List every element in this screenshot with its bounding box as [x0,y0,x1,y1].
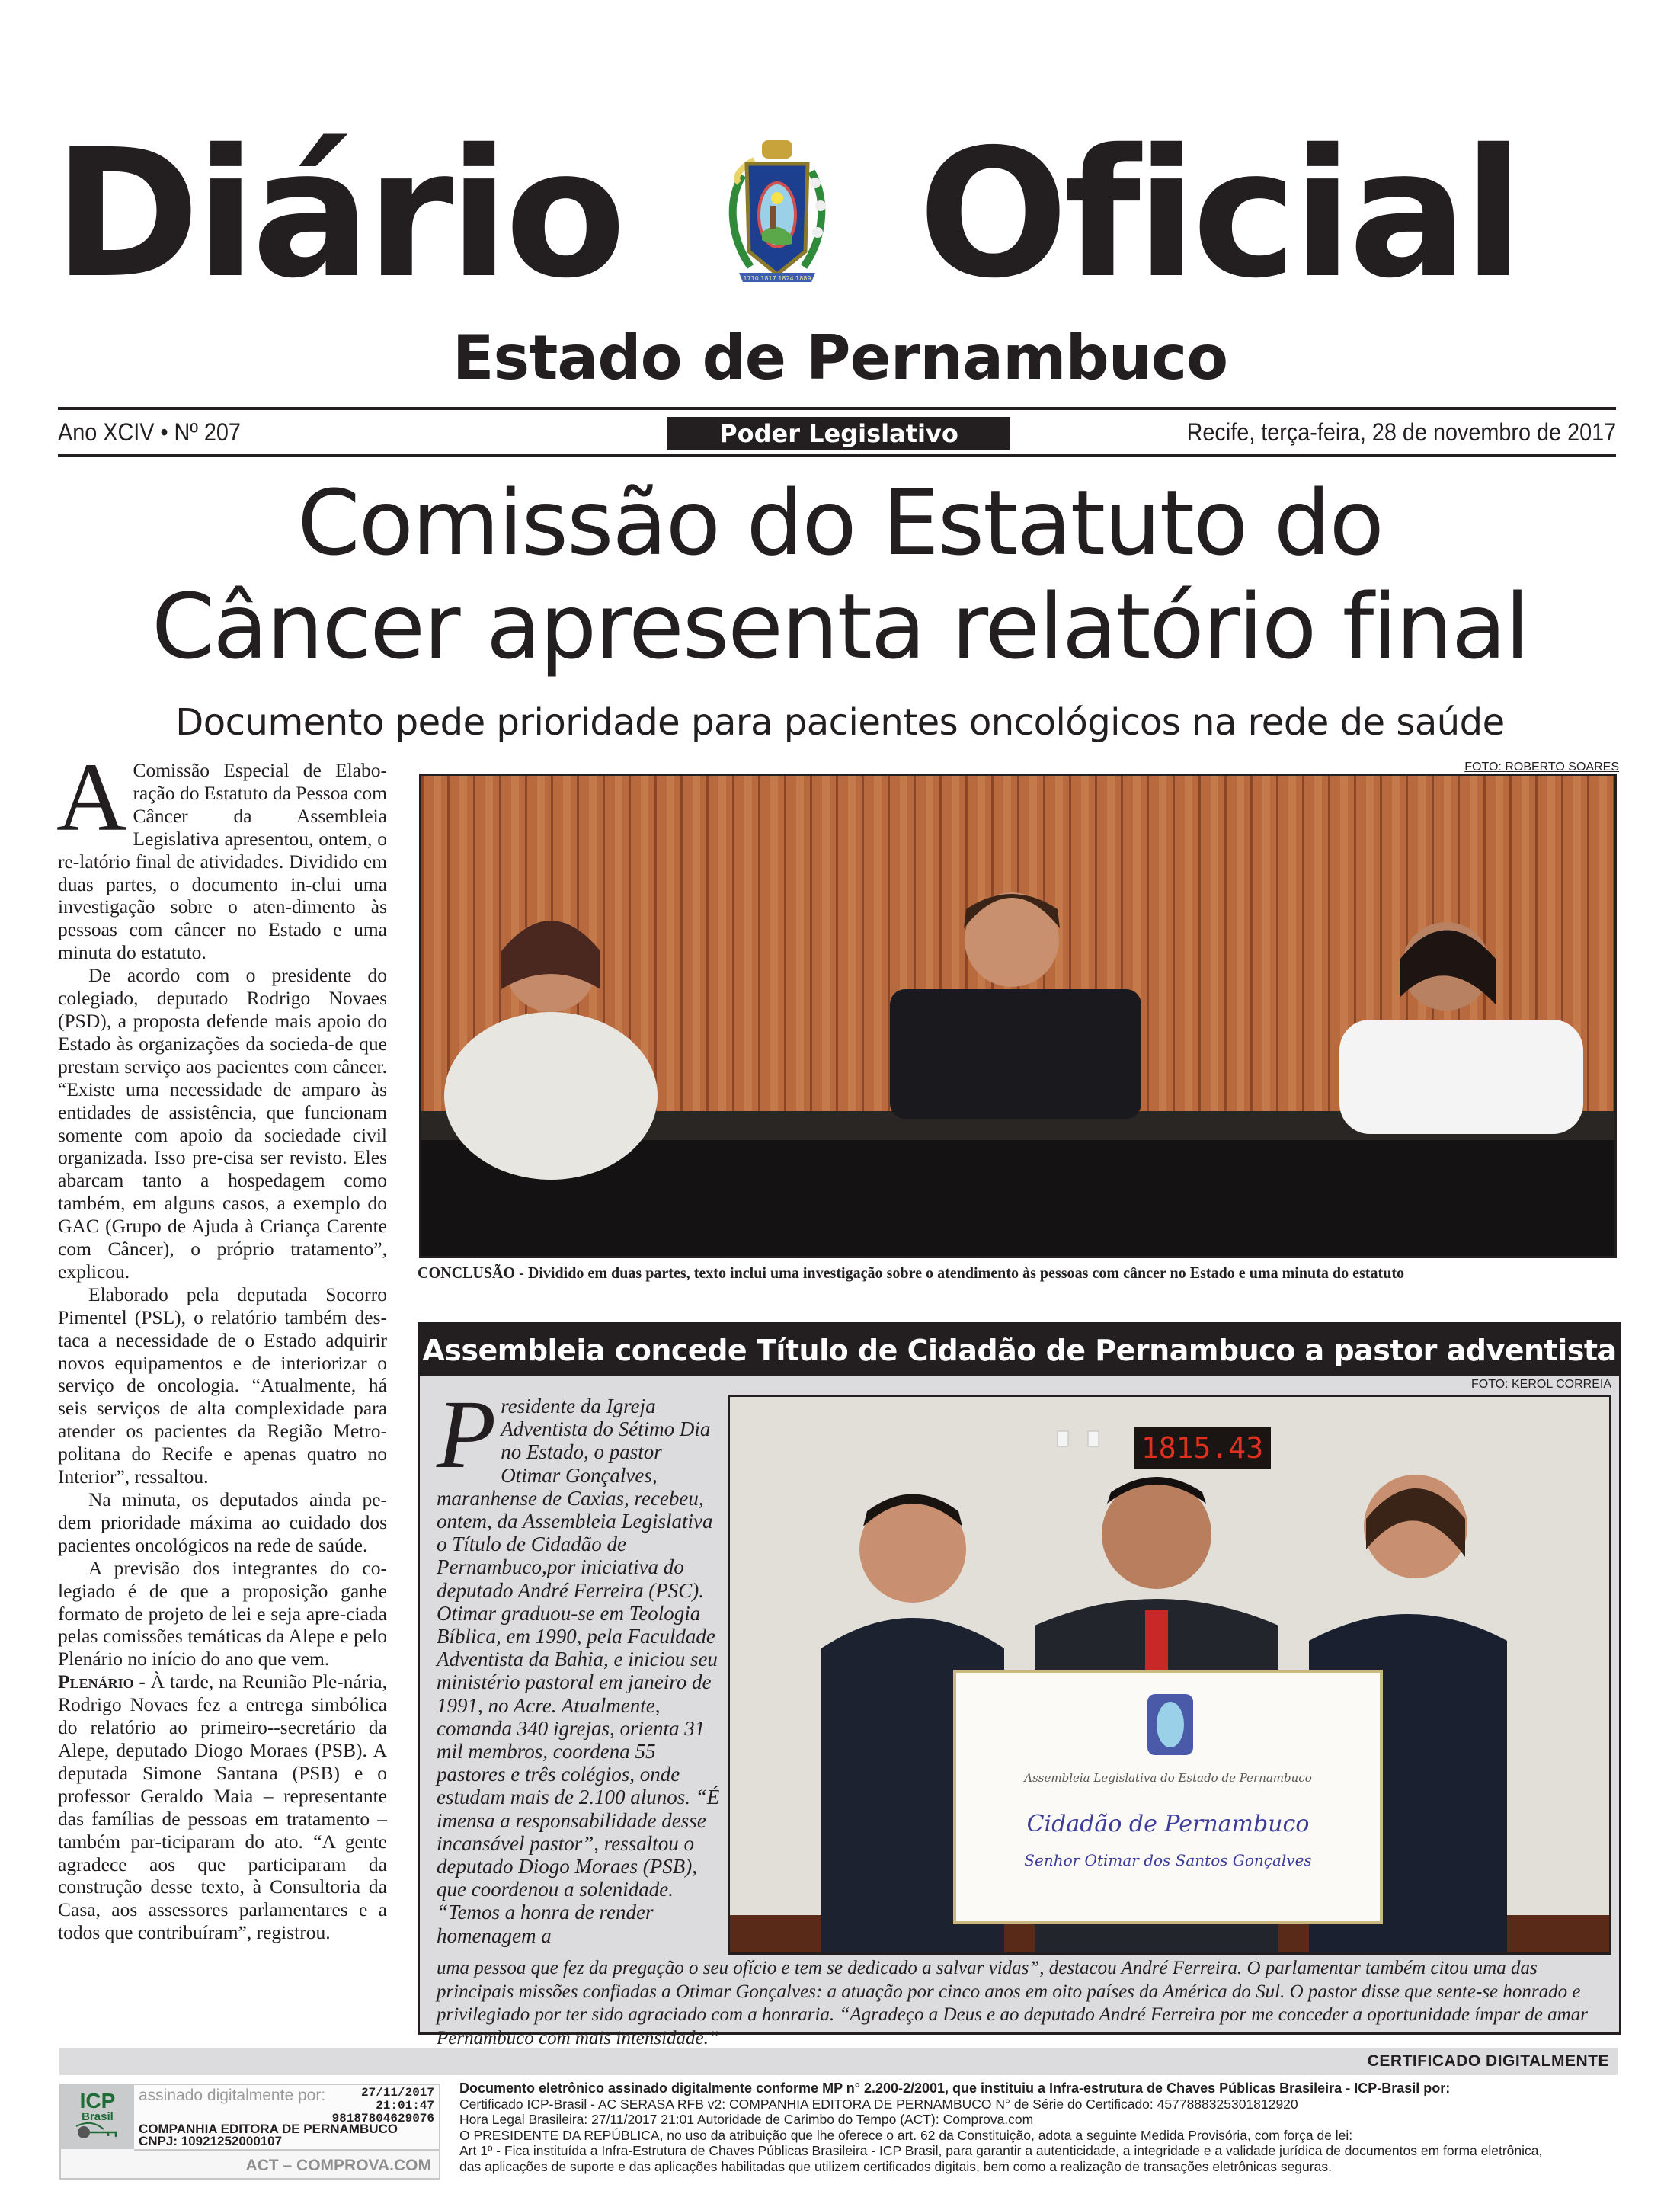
legal-line: Documento eletrônico assinado digitalmente conforme MP n° 2.200-2/2001, que instituiu a Infra-estrutura de Chaves Públicas Brasileira - ICP-Brasil por: [459,2080,1451,2096]
diploma-title: Cidadão de Pernambuco [1026,1811,1310,1837]
headline-line-1: Comissão do Estatuto do [297,470,1383,575]
stamp-serial: 98187804629076 [331,2112,434,2125]
box-story-text: Presidente da Igreja Adventista do Sétimo Dia no Estado, o pastor Otimar Gonçalves, maranhense de Caxias, recebeu, ontem, da Assembleia Legislativa o Título de Cidadão de Pernambuco,por iniciativa do deputado André Ferreira (PSC). Otimar graduou-se em Teologia Bíblica, em 1990, pela Faculdade Adventista da Bahia, e iniciou seu ministério pastoral em janeiro de 1991, no Acre. Atualmente, comanda 340 igrejas, orienta 31 mil membros, coordena 55 pastores e três colégios, onde estudam mais de 2.100 alunos. “É imensa a responsabilidade desse incansável pastor”, ressaltou o deputado Diogo Moraes (PSB), que coordenou a solenidade. “Temos a honra de render homenagem a [437,1380,720,1947]
legal-line: O PRESIDENTE DA REPÚBLICA, no uso da atribuição que lhe oferece o art. 62 da Constituição, adota a seguinte Medida Provisória, com força de lei: [459,2127,1353,2143]
stamp-company: COMPANHIA EDITORA DE PERNAMBUCO [139,2122,398,2136]
coat-of-arms-icon [720,130,834,290]
icp-brasil-logo [61,2085,134,2149]
dropcap: P [437,1380,497,1488]
panel-counter: 1815.43 [1141,1431,1264,1465]
dateline: Recife, terça-feira, 28 de novembro de 2017 [1186,418,1616,446]
headline-line-2: Câncer apresenta relatório final [152,574,1528,679]
article-paragraph: De acordo com o presidente do colegiado, deputado Rodrigo Novaes (PSD), a proposta defende mais apoio do Estado às organizações da socieda-de que prestam serviço aos pacientes com câncer. “Existe uma necessidade de amparo às entidades de assistência, que funcionam somente com apoio da sociedade civil organizada. Isso pre-cisa ser revisto. Eles abarcam tanto a hospedagem como também, em alguns casos, a exemplo do GAC (Grupo de Ajuda à Criança Carente com Câncer), o próprio tratamento”, explicou. [58,964,387,1283]
signed-by-label: assinado digitalmente por: [139,2087,326,2104]
box-story-text-continued: uma pessoa que fez da pregação o seu ofício e tem se dedicado a salvar vidas”, destacou André Ferreira. O parlamentar também citou uma das principais missões confiadas a Otimar Gonçalves: a atuação por cinco anos em oito países da América do Sul. O pastor disse que sente-se honrado e privilegiado por ter sido agraciado com a honraria. “Agradeço a Deus e ao deputado André Ferreira por me conceder a oportunidade ímpar de amar Pernambuco com mais intensidade.” [437,1958,1588,2048]
divider-bottom [58,454,1616,457]
svg-text:ICP: ICP [79,2089,116,2113]
article-paragraph: Na minuta, os deputados ainda pe-dem prioridade máxima ao cuidado dos pacientes oncológicos na rede de saúde. [58,1488,387,1556]
photo-credit: FOTO: KEROL CORREIA [1470,1378,1611,1391]
masthead-title-right: Oficial [918,111,1519,317]
issue-number: Ano XCIV • Nº 207 [58,418,241,446]
legal-line: das aplicações de suporte e das aplicações habilitadas que utilizem certificados digitais, bem como a realização de transações eletrônicas seguras. [459,2158,1332,2174]
box-story [418,1322,1621,2048]
main-article-body [56,743,387,1944]
photo-credit: FOTO: ROBERTO SOARES [1464,761,1619,774]
stamp-date: 27/11/2017 [360,2086,434,2100]
article-paragraph: A previsão dos integrantes do co-legiado é de que a proposição ganhe formato de projeto de lei e seja apre-ciada pelas comissões temáticas da Alepe e pelo Plenário no início do ano que vem. [58,1556,387,1670]
masthead-title-left: Diário [53,111,622,317]
icp-key-icon [61,2085,134,2149]
legal-notice [459,2080,1618,2174]
plenario-label: Plenário - [58,1670,146,1693]
photo-citizenship-ceremony [728,1395,1611,1955]
dropcap: A [56,743,127,851]
article-paragraph: A Comissão Especial de Elabo-ração do Estatuto da Pessoa com Câncer da Assembleia Legislativa apresentou, ontem, o re-latório final de atividades. Dividido em duas partes, o documento in-clui uma investigação sobre o aten-dimento às pessoas com câncer no Estado e uma minuta do estatuto. [56,743,387,964]
svg-text:Brasil: Brasil [82,2110,114,2123]
divider-top [58,407,1616,410]
legal-line: Certificado ICP-Brasil - AC SERASA RFB v2: COMPANHIA EDITORA DE PERNAMBUCO N° de Série do Certificado: 4577888325301812920 [459,2096,1298,2112]
certified-label: CERTIFICADO DIGITALMENTE [1367,2052,1609,2070]
crest-ribbon-text: 1710 1817 1824 1889 [743,275,811,282]
photo-commission-table [419,774,1617,1258]
subheadline: Documento pede prioridade para pacientes oncológicos na rede de saúde [175,701,1505,744]
headline [0,471,1680,678]
digital-signature-stamp [59,2084,440,2180]
article-paragraph-plenario: Plenário - À tarde, na Reunião Ple-nária, Rodrigo Novaes fez a entrega simbólica do relatório ao primeiro--secretário da Alepe, deputado Diogo Moraes (PSB). A deputada Simone Santana (PSB) e o professor Geraldo Maia – representante das famílias de pessoas em tratamento – também par-ticiparam do ato. “A gente agradece aos que participaram da construção desse texto, à Consultoria da Casa, aos assessores parlamentares e a todos que contribuíram”, registrou. [58,1670,387,1944]
photo-scene [421,776,1614,1256]
certificate-bar [59,2048,1618,2075]
article-paragraph: Elaborado pela deputada Socorro Pimentel (PSL), o relatório também des-taca a necessidade de o Estado adquirir novos equipamentos e de interiorizar o serviço de oncologia. “Atualmente, há seis serviços de alta complexidade para atender os pacientes da Região Metro-politana do Recife e apenas quatro no Interior”, ressaltou. [58,1283,387,1488]
box-story-title: Assembleia concede Título de Cidadão de Pernambuco a pastor adventista [420,1325,1619,1376]
photo-scene [730,1397,1609,1952]
diploma-heading: Assembleia Legislativa do Estado de Pernambuco [1024,1771,1312,1785]
stamp-cnpj: CNPJ: 10921252000107 [139,2134,283,2148]
diploma-name: Senhor Otimar dos Santos Gonçalves [1024,1851,1312,1869]
legal-line: Art 1º - Fica instituída a Infra-Estrutura de Chaves Públicas Brasileira - ICP Brasil, para garantir a autenticidade, a integridade e a validade jurídica de documentos em forma eletrônica, [459,2143,1543,2158]
act-comprova-link: ACT – COMPROVA.COM [245,2157,431,2174]
legal-line: Hora Legal Brasileira: 27/11/2017 21:01 Autoridade de Carimbo do Tempo (ACT): Comprova.com [459,2112,1034,2127]
stamp-time: 21:01:47 [376,2099,434,2113]
section-badge: Poder Legislativo [667,417,1010,450]
photo-caption: CONCLUSÃO - Dividido em duas partes, texto inclui uma investigação sobre o atendimento às pessoas com câncer no Estado e uma minuta do estatuto [418,1264,1405,1282]
masthead-subtitle: Estado de Pernambuco [452,322,1228,393]
